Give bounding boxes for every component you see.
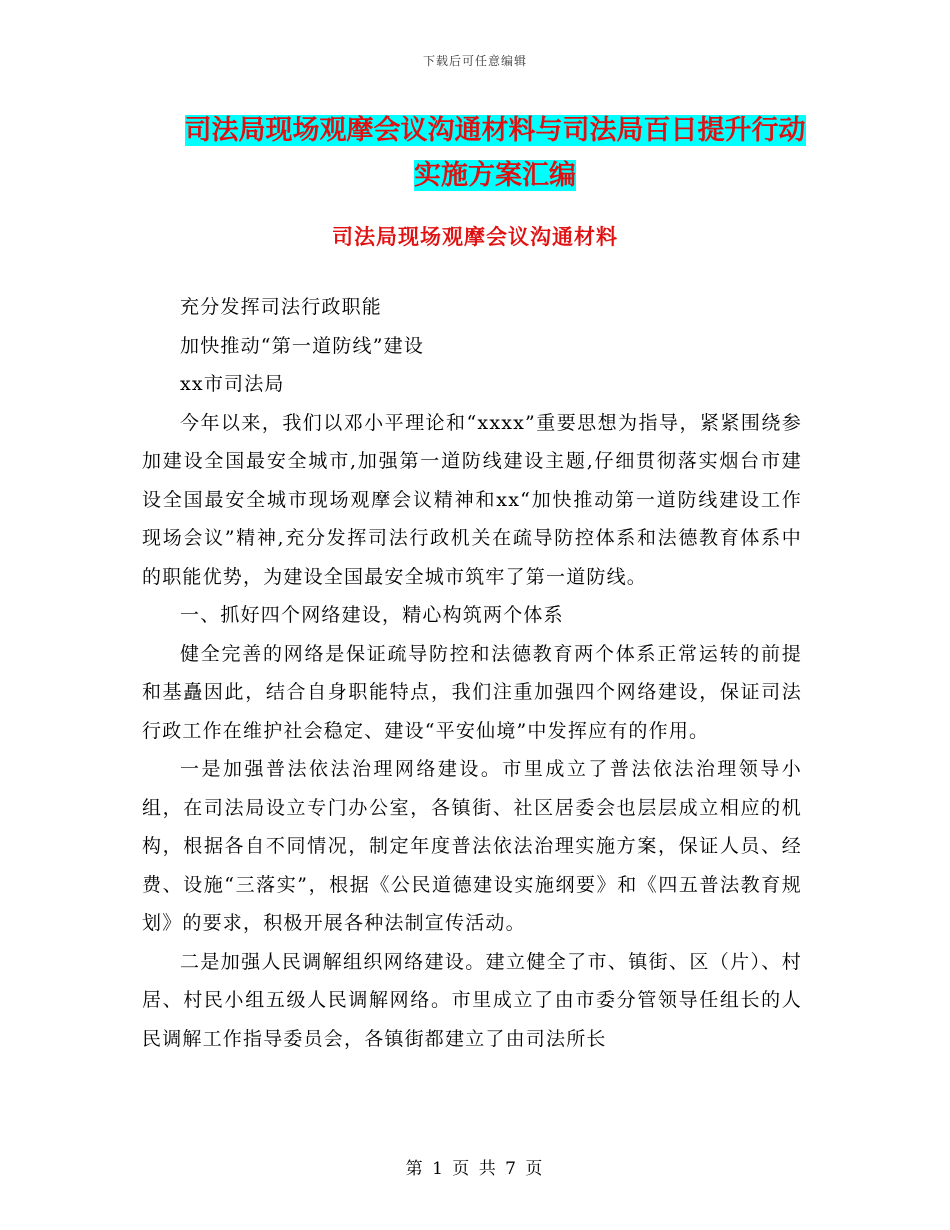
main-title-line-1: 司法局现场观摩会议沟通材料与司法局百日提升行动 — [184, 115, 806, 146]
paragraph: 一是加强普法依法治理网络建设。市里成立了普法依法治理领导小组，在司法局设立专门办公室，各镇街、社区居委会也层层成立相应的机构，根据各自不同情况，制定年度普法依法治理实施方案，保证人员、经费、设施“三落实”，根据《公民道德建设实施纲要》和《四五普法教育规划》的要求，积极开展各种法制宣传活动。 — [142, 758, 802, 934]
header-note: 下载后可任意编辑 — [422, 54, 527, 68]
section-title: 司法局现场观摩会议沟通材料 — [332, 225, 618, 249]
paragraph: 健全完善的网络是保证疏导防控和法德教育两个体系正常运转的前提和基矗因此，结合自身职能特点，我们注重加强四个网络建设，保证司法行政工作在维护社会稳定、建设“平安仙境”中发挥应有的作用。 — [142, 642, 802, 742]
paragraph: 充分发挥司法行政职能 — [180, 296, 383, 318]
page-footer: 第 1 页 共 7 页 — [405, 1159, 545, 1179]
body-text — [142, 288, 802, 1058]
paragraph: xx市司法局 — [180, 373, 285, 395]
paragraph: 一、抓好四个网络建设，精心构筑两个体系 — [180, 604, 564, 626]
paragraph: 加快推动“第一道防线”建设 — [180, 334, 425, 357]
paragraph: 二是加强人民调解组织网络建设。建立健全了市、镇街、区（片）、村居、村民小组五级人民调解网络。市里成立了由市委分管领导任组长的人民调解工作指导委员会，各镇街都建立了由司法所长 — [142, 950, 802, 1050]
main-title-line-2: 实施方案汇编 — [414, 160, 576, 191]
main-title — [150, 108, 840, 198]
paragraph: 今年以来，我们以邓小平理论和“xxxx”重要思想为指导，紧紧围绕参加建设全国最安全城市,加强第一道防线建设主题,仔细贯彻落实烟台市建设全国最安全城市现场观摩会议精神和xx“加快推动第一道防线建设工作现场会议”精神,充分发挥司法行政机关在疏导防控体系和法德教育体系中的职能优势，为建设全国最安全城市筑牢了第一道防线。 — [142, 411, 802, 588]
